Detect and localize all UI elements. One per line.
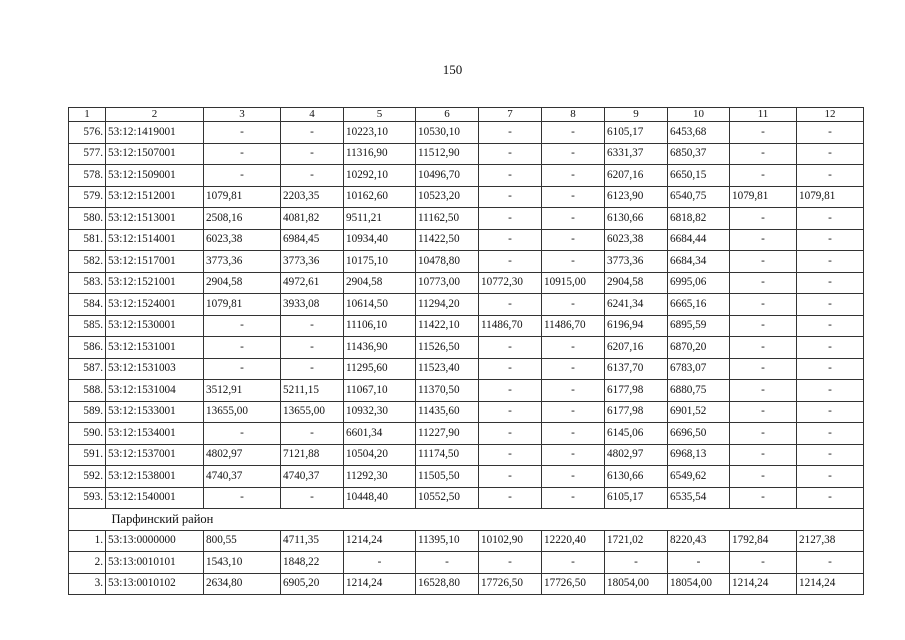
value-cell: - [479,444,542,466]
value-cell: 6453,68 [668,122,730,144]
column-header: 9 [605,108,668,122]
value-cell: - [605,552,668,574]
value-cell: - [204,337,281,359]
value-cell: - [797,401,864,423]
value-cell: 1214,24 [797,573,864,595]
value-cell: - [797,337,864,359]
value-cell: - [797,315,864,337]
value-cell: - [542,380,605,402]
value-cell: - [479,552,542,574]
cadastral-number-cell: 53:12:1419001 [106,122,204,144]
value-cell: - [281,487,344,509]
value-cell: 6023,38 [605,229,668,251]
value-cell: - [797,444,864,466]
value-cell: 4740,37 [281,466,344,488]
value-cell: - [797,251,864,273]
value-cell: - [542,143,605,165]
value-cell: - [281,165,344,187]
value-cell: 11106,10 [344,315,416,337]
value-cell: - [797,229,864,251]
value-cell: 6696,50 [668,423,730,445]
row-number-cell: 579. [69,186,106,208]
value-cell: 17726,50 [479,573,542,595]
value-cell: 6880,75 [668,380,730,402]
value-cell: - [730,229,797,251]
table-row [69,487,864,509]
value-cell: 2904,58 [344,272,416,294]
value-cell: 11512,90 [416,143,479,165]
value-cell: - [730,552,797,574]
value-cell: 6130,66 [605,208,668,230]
value-cell: - [542,122,605,144]
cadastral-number-cell: 53:12:1537001 [106,444,204,466]
data-table [68,107,864,595]
value-cell: - [797,487,864,509]
value-cell: - [281,423,344,445]
value-cell: 4081,82 [281,208,344,230]
value-cell: 6684,34 [668,251,730,273]
table-row [69,165,864,187]
value-cell: - [730,294,797,316]
value-cell: - [479,401,542,423]
value-cell: 1214,24 [344,530,416,552]
value-cell: - [668,552,730,574]
value-cell: 13655,00 [281,401,344,423]
value-cell: 11436,90 [344,337,416,359]
row-number-cell: 592. [69,466,106,488]
row-number-cell: 585. [69,315,106,337]
value-cell: - [730,143,797,165]
value-cell: 6137,70 [605,358,668,380]
value-cell: 11294,20 [416,294,479,316]
value-cell: 2634,80 [204,573,281,595]
value-cell: 10102,90 [479,530,542,552]
value-cell: 6130,66 [605,466,668,488]
value-cell: - [730,208,797,230]
value-cell: 11523,40 [416,358,479,380]
value-cell: 1079,81 [204,186,281,208]
cadastral-number-cell: 53:12:1531003 [106,358,204,380]
value-cell: 11162,50 [416,208,479,230]
cadastral-number-cell: 53:13:0010102 [106,573,204,595]
value-cell: 6331,37 [605,143,668,165]
value-cell: 6995,06 [668,272,730,294]
value-cell: 11395,10 [416,530,479,552]
value-cell: 3773,36 [605,251,668,273]
column-header: 4 [281,108,344,122]
value-cell: - [797,165,864,187]
value-cell: 11227,90 [416,423,479,445]
value-cell: 6123,90 [605,186,668,208]
table-row [69,272,864,294]
value-cell: 6207,16 [605,337,668,359]
value-cell: 2203,35 [281,186,344,208]
value-cell: 10552,50 [416,487,479,509]
column-header: 3 [204,108,281,122]
value-cell: - [204,423,281,445]
value-cell: 6601,34 [344,423,416,445]
cadastral-number-cell: 53:12:1531004 [106,380,204,402]
row-number-cell: 578. [69,165,106,187]
value-cell: 11295,60 [344,358,416,380]
value-cell: 7121,88 [281,444,344,466]
value-cell: 1848,22 [281,552,344,574]
section-header-row [69,509,864,531]
value-cell: 6145,06 [605,423,668,445]
value-cell: - [281,358,344,380]
value-cell: - [542,401,605,423]
cadastral-number-cell: 53:12:1507001 [106,143,204,165]
value-cell: - [416,552,479,574]
value-cell: 6905,20 [281,573,344,595]
value-cell: 6241,34 [605,294,668,316]
value-cell: 1214,24 [344,573,416,595]
value-cell: - [542,229,605,251]
value-cell: - [730,423,797,445]
table-row [69,444,864,466]
cadastral-number-cell: 53:12:1514001 [106,229,204,251]
value-cell: 11422,50 [416,229,479,251]
table-row [69,251,864,273]
value-cell: - [479,251,542,273]
value-cell: - [542,552,605,574]
value-cell: - [542,487,605,509]
value-cell: 11435,60 [416,401,479,423]
value-cell: - [730,358,797,380]
value-cell: - [479,165,542,187]
value-cell: 11067,10 [344,380,416,402]
row-number-cell: 587. [69,358,106,380]
value-cell: 10223,10 [344,122,416,144]
value-cell: 6895,59 [668,315,730,337]
value-cell: 11370,50 [416,380,479,402]
value-cell: - [479,208,542,230]
table-row [69,466,864,488]
value-cell: 5211,15 [281,380,344,402]
value-cell: - [730,444,797,466]
table-row [69,208,864,230]
value-cell: - [542,186,605,208]
value-cell: 1792,84 [730,530,797,552]
value-cell: 6105,17 [605,122,668,144]
value-cell: 6901,52 [668,401,730,423]
value-cell: - [204,358,281,380]
value-cell: 3773,36 [281,251,344,273]
value-cell: 4802,97 [605,444,668,466]
column-header: 12 [797,108,864,122]
value-cell: 4972,61 [281,272,344,294]
row-number-cell: 580. [69,208,106,230]
value-cell: 10162,60 [344,186,416,208]
value-cell: 2508,16 [204,208,281,230]
value-cell: - [281,143,344,165]
value-cell: 10478,80 [416,251,479,273]
cadastral-number-cell: 53:12:1540001 [106,487,204,509]
value-cell: - [730,401,797,423]
value-cell: 11526,50 [416,337,479,359]
table-row [69,122,864,144]
value-cell: 6207,16 [605,165,668,187]
row-number-cell: 588. [69,380,106,402]
value-cell: 6023,38 [204,229,281,251]
cadastral-number-cell: 53:12:1509001 [106,165,204,187]
value-cell: - [542,337,605,359]
value-cell: 11505,50 [416,466,479,488]
column-header: 1 [69,108,106,122]
value-cell: 11292,30 [344,466,416,488]
value-cell: - [281,315,344,337]
value-cell: 11174,50 [416,444,479,466]
value-cell: 6984,45 [281,229,344,251]
value-cell: 6105,17 [605,487,668,509]
value-cell: 11486,70 [479,315,542,337]
cadastral-number-cell: 53:12:1512001 [106,186,204,208]
value-cell: - [730,315,797,337]
value-cell: 2904,58 [204,272,281,294]
value-cell: 6665,16 [668,294,730,316]
value-cell: 6196,94 [605,315,668,337]
value-cell: - [730,487,797,509]
column-header-row [69,108,864,122]
value-cell: - [797,208,864,230]
cadastral-number-cell: 53:12:1530001 [106,315,204,337]
value-cell: 3512,91 [204,380,281,402]
value-cell: - [797,358,864,380]
value-cell: - [479,380,542,402]
value-cell: - [344,552,416,574]
value-cell: 6177,98 [605,380,668,402]
value-cell: - [204,487,281,509]
cadastral-number-cell: 53:12:1521001 [106,272,204,294]
cadastral-number-cell: 53:12:1534001 [106,423,204,445]
value-cell: 6783,07 [668,358,730,380]
value-cell: - [479,186,542,208]
value-cell: 1721,02 [605,530,668,552]
column-header: 5 [344,108,416,122]
value-cell: 6850,37 [668,143,730,165]
value-cell: - [797,380,864,402]
value-cell: - [479,466,542,488]
cadastral-number-cell: 53:12:1524001 [106,294,204,316]
value-cell: - [281,337,344,359]
value-cell: - [479,294,542,316]
row-number-cell: 582. [69,251,106,273]
value-cell: 10772,30 [479,272,542,294]
value-cell: - [204,165,281,187]
cadastral-number-cell: 53:12:1538001 [106,466,204,488]
table-row [69,186,864,208]
value-cell: 8220,43 [668,530,730,552]
value-cell: 11316,90 [344,143,416,165]
value-cell: 1214,24 [730,573,797,595]
row-number-cell: 584. [69,294,106,316]
value-cell: 1079,81 [204,294,281,316]
value-cell: 18054,00 [605,573,668,595]
value-cell: 11486,70 [542,315,605,337]
row-number-cell: 583. [69,272,106,294]
column-header: 11 [730,108,797,122]
cadastral-number-cell: 53:12:1517001 [106,251,204,273]
value-cell: 6968,13 [668,444,730,466]
value-cell: - [730,165,797,187]
value-cell: - [479,337,542,359]
value-cell: - [479,122,542,144]
value-cell: - [730,122,797,144]
cadastral-number-cell: 53:12:1513001 [106,208,204,230]
row-number-cell: 577. [69,143,106,165]
row-number-cell: 593. [69,487,106,509]
value-cell: 10448,40 [344,487,416,509]
value-cell: 10504,20 [344,444,416,466]
value-cell: - [797,294,864,316]
column-header: 2 [106,108,204,122]
value-cell: 1543,10 [204,552,281,574]
value-cell: - [730,337,797,359]
value-cell: 4711,35 [281,530,344,552]
value-cell: - [479,358,542,380]
value-cell: 1079,81 [797,186,864,208]
value-cell: 3773,36 [204,251,281,273]
value-cell: 10773,00 [416,272,479,294]
row-number-cell: 591. [69,444,106,466]
column-header: 6 [416,108,479,122]
value-cell: - [542,358,605,380]
column-header: 8 [542,108,605,122]
cadastral-number-cell: 53:13:0000000 [106,530,204,552]
value-cell: 10932,30 [344,401,416,423]
table-row [69,315,864,337]
value-cell: 6177,98 [605,401,668,423]
value-cell: 4740,37 [204,466,281,488]
section-title: Парфинский район [106,509,864,531]
value-cell: - [542,251,605,273]
value-cell: - [797,122,864,144]
value-cell: - [797,272,864,294]
value-cell: 17726,50 [542,573,605,595]
value-cell: - [797,143,864,165]
value-cell: - [730,380,797,402]
value-cell: 10530,10 [416,122,479,144]
value-cell: 11422,10 [416,315,479,337]
table-row [69,530,864,552]
value-cell: - [542,423,605,445]
value-cell: 10614,50 [344,294,416,316]
value-cell: 800,55 [204,530,281,552]
value-cell: 13655,00 [204,401,281,423]
cadastral-number-cell: 53:12:1531001 [106,337,204,359]
value-cell: - [797,423,864,445]
table-row [69,358,864,380]
row-number-cell: 1. [69,530,106,552]
value-cell: - [204,122,281,144]
value-cell: 9511,21 [344,208,416,230]
value-cell: - [542,208,605,230]
row-number-cell: 576. [69,122,106,144]
value-cell: 1079,81 [730,186,797,208]
value-cell: 12220,40 [542,530,605,552]
value-cell: 6549,62 [668,466,730,488]
cadastral-number-cell: 53:12:1533001 [106,401,204,423]
value-cell: 6535,54 [668,487,730,509]
value-cell: 4802,97 [204,444,281,466]
row-number-cell: 589. [69,401,106,423]
row-number-cell: 3. [69,573,106,595]
value-cell: 10934,40 [344,229,416,251]
value-cell: - [204,143,281,165]
table-row [69,573,864,595]
table-row [69,380,864,402]
value-cell: - [797,466,864,488]
value-cell: 6684,44 [668,229,730,251]
value-cell: - [542,165,605,187]
value-cell: 10915,00 [542,272,605,294]
value-cell: - [730,272,797,294]
row-number-cell: 2. [69,552,106,574]
table-row [69,552,864,574]
value-cell: 10496,70 [416,165,479,187]
section-spacer-cell [69,509,106,531]
column-header: 10 [668,108,730,122]
value-cell: 10523,20 [416,186,479,208]
value-cell: 3933,08 [281,294,344,316]
value-cell: - [479,423,542,445]
row-number-cell: 586. [69,337,106,359]
value-cell: - [281,122,344,144]
value-cell: - [204,315,281,337]
value-cell: 10175,10 [344,251,416,273]
value-cell: - [542,466,605,488]
value-cell: 6650,15 [668,165,730,187]
value-cell: 6870,20 [668,337,730,359]
table-row [69,143,864,165]
value-cell: 10292,10 [344,165,416,187]
table-row [69,294,864,316]
value-cell: - [479,487,542,509]
page-number: 150 [442,62,463,77]
table-row [69,229,864,251]
table-row [69,337,864,359]
value-cell: 2127,38 [797,530,864,552]
value-cell: - [479,229,542,251]
value-cell: 6540,75 [668,186,730,208]
value-cell: - [542,444,605,466]
value-cell: 2904,58 [605,272,668,294]
value-cell: - [542,294,605,316]
table-row [69,401,864,423]
row-number-cell: 581. [69,229,106,251]
value-cell: - [797,552,864,574]
table-row [69,423,864,445]
value-cell: - [479,143,542,165]
value-cell: - [730,251,797,273]
value-cell: 6818,82 [668,208,730,230]
value-cell: 18054,00 [668,573,730,595]
cadastral-number-cell: 53:13:0010101 [106,552,204,574]
value-cell: 16528,80 [416,573,479,595]
table-body [69,108,864,595]
row-number-cell: 590. [69,423,106,445]
value-cell: - [730,466,797,488]
column-header: 7 [479,108,542,122]
